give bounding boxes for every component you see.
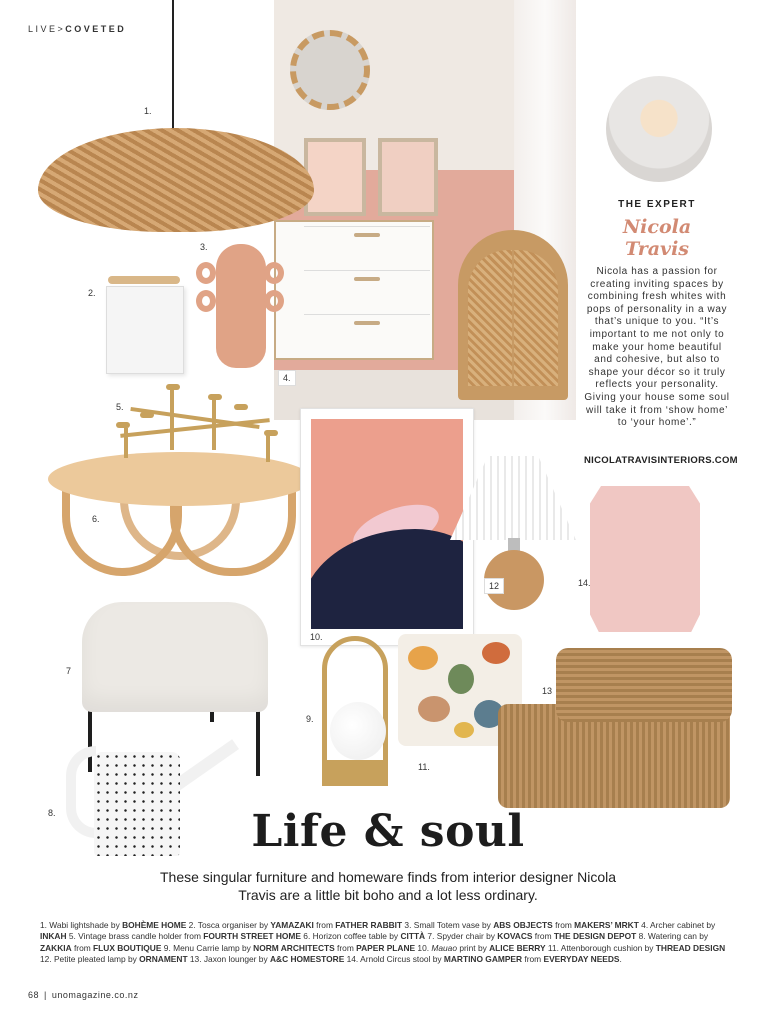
organiser-handle — [108, 276, 180, 284]
credit-brand: ALICE BERRY — [489, 942, 546, 953]
credit-brand: ZAKKIA — [40, 942, 72, 953]
expert-label: THE EXPERT — [618, 199, 696, 210]
item-number-13: 13 — [542, 686, 553, 696]
credit-brand: CITTÀ — [400, 931, 426, 942]
arnold-circus-stool — [590, 486, 700, 632]
credit-text: from — [532, 931, 554, 942]
white-dresser — [274, 220, 434, 360]
credit-brand: EVERYDAY NEEDS — [543, 953, 620, 964]
item-number-10: 10. — [310, 632, 323, 642]
credit-text: from — [334, 942, 357, 953]
vase-loop — [196, 262, 216, 284]
credit-text: 9. Menu Carrie lamp by — [161, 942, 254, 953]
credit-brand: YAMAZAKI — [270, 920, 314, 930]
credit-text: print by — [457, 942, 490, 953]
credit-text: 11. Attenborough cushion by — [545, 942, 656, 953]
wall-print-left — [304, 138, 366, 216]
item-number-1: 1. — [144, 106, 152, 116]
credit-brand: THREAD DESIGN — [655, 942, 726, 953]
spyder-chair — [82, 602, 268, 712]
vase-loop — [264, 290, 284, 312]
room-photo — [274, 0, 576, 420]
tosca-organiser — [106, 286, 184, 374]
mauao-print — [300, 408, 474, 646]
credit-text: 14. Arnold Circus stool by — [344, 953, 444, 964]
brass-candle-holder — [120, 396, 270, 456]
item-number-2: 2. — [88, 288, 96, 298]
expert-bio: Nicola has a passion for creating inviting spaces by combining fresh whites with pops of personality in a way that’s unique to you. “It’s important to me not only to make your home beautiful and cohesive, but also to shape your décor so it truly reflects your personality. Giving your house some soul will take it from ‘show home’ to ‘your home’.” — [584, 266, 730, 429]
magazine-website: unomagazine.co.nz — [51, 990, 139, 1000]
credit-brand: KOVACS — [497, 931, 533, 942]
credit-text: from — [552, 920, 575, 930]
credit-brand: MAKERS’ MRKT — [574, 920, 639, 930]
credit-text: 5. Vintage brass candle holder from — [66, 931, 204, 942]
credit-text: 13. Jaxon lounger by — [187, 953, 270, 964]
credit-brand: FLUX BOUTIQUE — [93, 942, 162, 953]
credit-text: 4. Archer cabinet by — [638, 920, 716, 930]
chair-leg — [256, 706, 260, 776]
product-credits — [40, 920, 736, 965]
rattan-mirror — [290, 30, 370, 110]
item-number-7: 7 — [66, 666, 72, 676]
item-number-9: 9. — [306, 714, 314, 724]
credit-brand: ORNAMENT — [139, 953, 188, 964]
section-label: LIVE>COVETED — [28, 24, 127, 34]
item-number-8: 8. — [48, 808, 56, 818]
credit-text: 1. Wabi lightshade by — [40, 920, 123, 930]
lamp-cord — [172, 0, 174, 130]
wabi-lightshade — [38, 128, 314, 232]
credit-brand: FOURTH STREET HOME — [203, 931, 301, 942]
credit-text: 2. Tosca organiser by — [186, 920, 271, 930]
horizon-coffee-table — [48, 452, 312, 506]
credit-text: from — [313, 920, 336, 930]
credit-text: 6. Horizon coffee table by — [300, 931, 401, 942]
credit-brand: PAPER PLANE — [356, 942, 416, 953]
wall-print-right — [378, 138, 438, 216]
item-number-12: 12 — [484, 578, 504, 594]
credit-text: 12. Petite pleated lamp by — [40, 953, 140, 964]
page-footer: 68 | unomagazine.co.nz — [28, 990, 139, 1000]
expert-website: NICOLATRAVISINTERIORS.COM — [584, 455, 738, 466]
item-number-3: 3. — [200, 242, 208, 252]
expert-name: Nicola Travis — [622, 216, 692, 260]
vase-loop — [196, 290, 216, 312]
credit-title: Mauao — [431, 942, 457, 953]
expert-portrait — [606, 76, 712, 182]
lantern-globe — [330, 702, 386, 760]
credit-brand: THE DESIGN DEPOT — [553, 931, 637, 942]
credit-text: from — [522, 953, 544, 964]
archer-cabinet — [458, 230, 568, 400]
credit-text: 10. — [415, 942, 432, 953]
credit-brand: MARTINO GAMPER — [443, 953, 523, 964]
credit-brand: ABS OBJECTS — [493, 920, 553, 930]
item-number-11: 11. — [418, 762, 430, 772]
credit-brand: INKAH — [40, 931, 67, 942]
item-number-14: 14. — [578, 578, 591, 588]
vase-loop — [264, 262, 284, 284]
credit-text: . — [619, 953, 622, 964]
credit-brand: A&C HOMESTORE — [269, 953, 345, 964]
carrie-lamp — [322, 760, 388, 782]
item-number-6: 6. — [92, 514, 100, 524]
page-number: 68 — [28, 990, 40, 1000]
intro-text: These singular furniture and homeware finds from interior designer Nicola Travis are a little bit boho and a lot less ordinary. — [160, 869, 616, 903]
credit-text: from — [71, 942, 94, 953]
item-number-5: 5. — [116, 402, 124, 412]
credit-text: 8. Watering can by — [636, 931, 709, 942]
credit-brand: BOHÈME HOME — [122, 920, 187, 930]
item-number-4: 4. — [278, 370, 296, 386]
credit-text: 7. Spyder chair by — [425, 931, 498, 942]
headline: Life & soul — [251, 806, 525, 857]
credit-brand: NORM ARCHITECTS — [253, 942, 335, 953]
totem-vase — [216, 244, 266, 368]
credit-brand: FATHER RABBIT — [335, 920, 403, 930]
lounger-back — [556, 648, 732, 722]
credit-text: 3. Small Totem vase by — [402, 920, 494, 930]
